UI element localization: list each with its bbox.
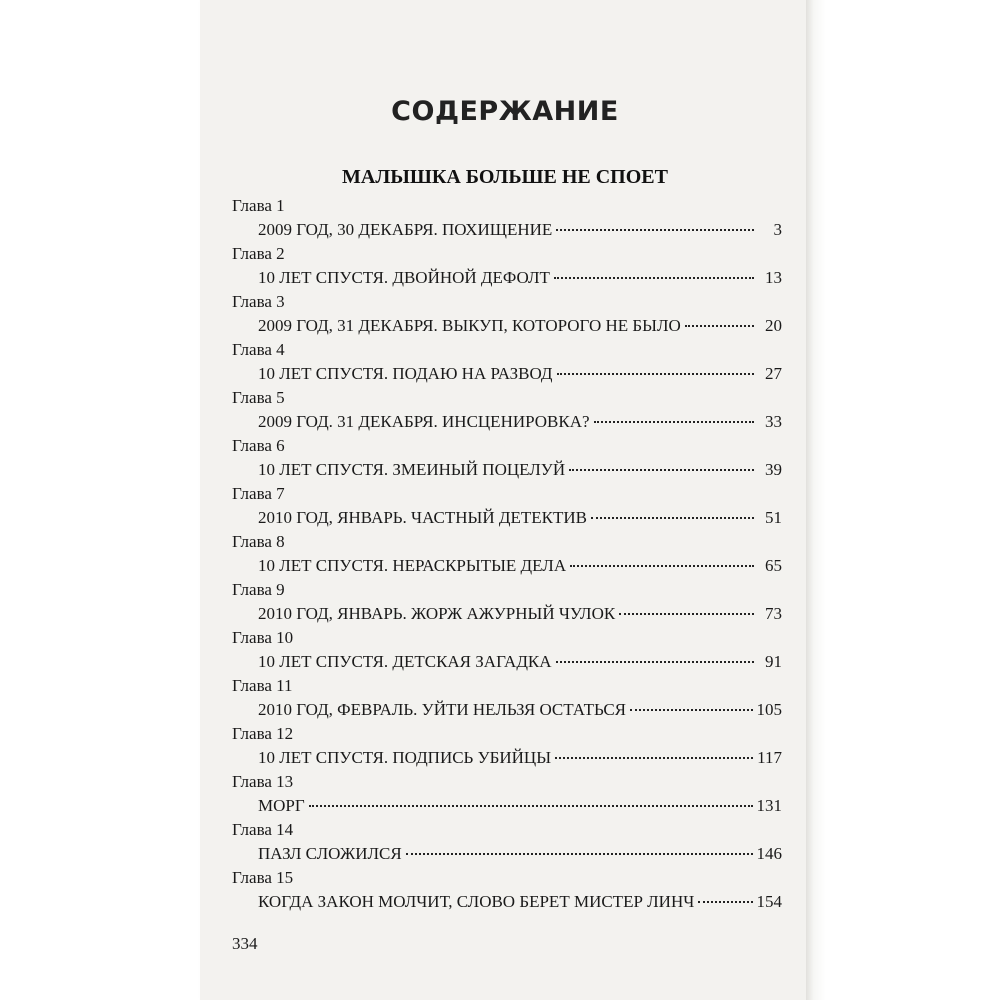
entry-page-number: 51 [765, 508, 782, 527]
entry-title: 2010 ГОД, ФЕВРАЛЬ. УЙТИ НЕЛЬЗЯ ОСТАТЬСЯ [258, 700, 626, 719]
page-gutter-edge [806, 0, 826, 1000]
toc-entry [258, 746, 782, 770]
dot-leader [570, 565, 754, 567]
entry-page-number: 105 [756, 700, 782, 719]
toc-entry [258, 506, 782, 530]
section-heading: МАЛЫШКА БОЛЬШЕ НЕ СПОЕТ [342, 166, 668, 188]
entry-title: 10 ЛЕТ СПУСТЯ. ПОДАЮ НА РАЗВОД [258, 364, 553, 383]
entry-page-number: 39 [765, 460, 782, 479]
chapter-label: Глава 7 [232, 484, 285, 503]
entry-page-number: 154 [756, 892, 782, 911]
entry-title: 10 ЛЕТ СПУСТЯ. НЕРАСКРЫТЫЕ ДЕЛА [258, 556, 567, 575]
table-of-contents [232, 194, 782, 914]
chapter-label: Глава 8 [232, 532, 285, 551]
dot-leader [594, 421, 754, 423]
dot-leader [555, 757, 753, 759]
entry-page-number: 146 [756, 844, 782, 863]
toc-entry [258, 314, 782, 338]
entry-title: 2009 ГОД. 31 ДЕКАБРЯ. ИНСЦЕНИРОВКА? [258, 412, 590, 431]
chapter-label: Глава 15 [232, 868, 294, 887]
entry-title: 10 ЛЕТ СПУСТЯ. ДЕТСКАЯ ЗАГАДКА [258, 652, 552, 671]
entry-title: ПАЗЛ СЛОЖИЛСЯ [258, 844, 402, 863]
dot-leader [630, 709, 753, 711]
page-number: 334 [232, 934, 258, 953]
chapter-label: Глава 9 [232, 580, 285, 599]
entry-title: 2010 ГОД, ЯНВАРЬ. ЧАСТНЫЙ ДЕТЕКТИВ [258, 508, 587, 527]
toc-entry [258, 266, 782, 290]
entry-title: 10 ЛЕТ СПУСТЯ. ПОДПИСЬ УБИЙЦЫ [258, 748, 552, 767]
dot-leader [406, 853, 753, 855]
entry-page-number: 91 [765, 652, 782, 671]
toc-entry [258, 458, 782, 482]
entry-page-number: 33 [765, 412, 782, 431]
entry-page-number: 20 [765, 316, 782, 335]
chapter-label: Глава 11 [232, 676, 293, 695]
dot-leader [619, 613, 754, 615]
entry-page-number: 3 [773, 220, 782, 239]
toc-entry [258, 698, 782, 722]
entry-title: 10 ЛЕТ СПУСТЯ. ДВОЙНОЙ ДЕФОЛТ [258, 268, 550, 287]
chapter-label: Глава 13 [232, 772, 294, 791]
toc-entry [258, 650, 782, 674]
dot-leader [698, 901, 752, 903]
entry-title: МОРГ [258, 796, 305, 815]
entry-page-number: 117 [757, 748, 782, 767]
entry-page-number: 73 [765, 604, 782, 623]
toc-entry [258, 890, 782, 914]
entry-title: 2010 ГОД, ЯНВАРЬ. ЖОРЖ АЖУРНЫЙ ЧУЛОК [258, 604, 616, 623]
dot-leader [569, 469, 754, 471]
toc-entry [258, 842, 782, 866]
dot-leader [557, 373, 755, 375]
toc-entry [258, 794, 782, 818]
chapter-label: Глава 10 [232, 628, 294, 647]
dot-leader [309, 805, 753, 807]
dot-leader [685, 325, 754, 327]
toc-entry [258, 602, 782, 626]
contents-heading: СОДЕРЖАНИЕ [391, 96, 619, 127]
chapter-label: Глава 5 [232, 388, 285, 407]
chapter-label: Глава 14 [232, 820, 294, 839]
chapter-label: Глава 1 [232, 196, 285, 215]
entry-page-number: 131 [756, 796, 782, 815]
entry-page-number: 65 [765, 556, 782, 575]
toc-entry [258, 218, 782, 242]
dot-leader [591, 517, 754, 519]
entry-page-number: 13 [765, 268, 782, 287]
chapter-label: Глава 3 [232, 292, 285, 311]
entry-title: 2009 ГОД, 31 ДЕКАБРЯ. ВЫКУП, КОТОРОГО НЕ БЫЛО [258, 316, 681, 335]
dot-leader [556, 229, 754, 231]
toc-entry [258, 362, 782, 386]
entry-title: КОГДА ЗАКОН МОЛЧИТ, СЛОВО БЕРЕТ МИСТЕР ЛИНЧ [258, 892, 695, 911]
chapter-label: Глава 6 [232, 436, 285, 455]
toc-entry [258, 554, 782, 578]
entry-title: 10 ЛЕТ СПУСТЯ. ЗМЕИНЫЙ ПОЦЕЛУЙ [258, 460, 566, 479]
chapter-label: Глава 2 [232, 244, 285, 263]
entry-page-number: 27 [765, 364, 782, 383]
dot-leader [554, 277, 754, 279]
chapter-label: Глава 4 [232, 340, 285, 359]
entry-title: 2009 ГОД, 30 ДЕКАБРЯ. ПОХИЩЕНИЕ [258, 220, 553, 239]
toc-entry [258, 410, 782, 434]
dot-leader [556, 661, 754, 663]
chapter-label: Глава 12 [232, 724, 294, 743]
